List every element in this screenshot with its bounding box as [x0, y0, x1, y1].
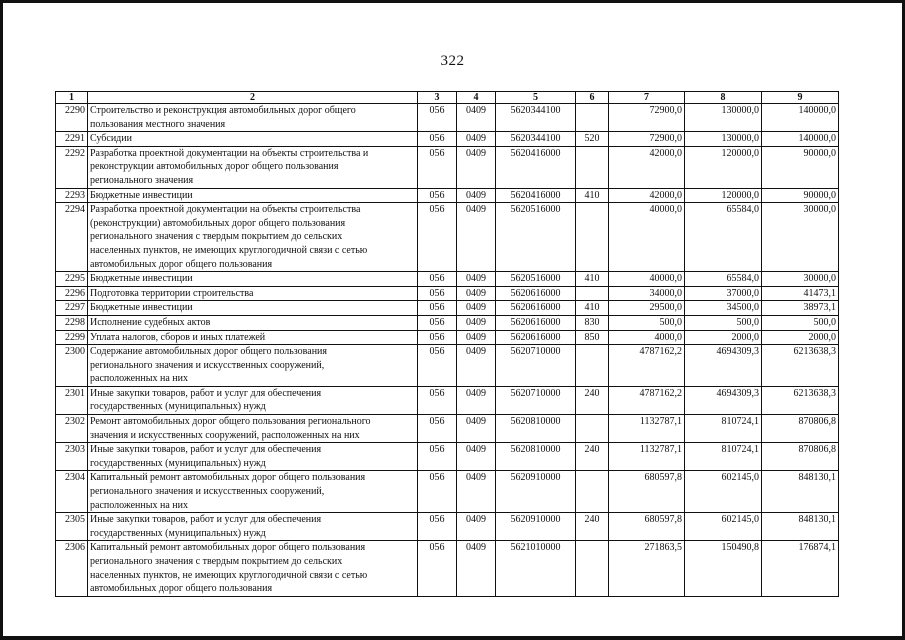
expense-type-code [576, 146, 609, 188]
row-number: 2302 [56, 415, 88, 443]
amount-col-8: 37000,0 [685, 286, 762, 301]
expense-type-code [576, 541, 609, 596]
row-name: Бюджетные инвестиции [88, 301, 418, 316]
section-code: 0409 [457, 132, 496, 147]
section-code: 0409 [457, 188, 496, 203]
amount-col-8: 34500,0 [685, 301, 762, 316]
target-article-code: 5620616000 [496, 286, 576, 301]
target-article-code: 5620516000 [496, 272, 576, 287]
ministry-code: 056 [418, 330, 457, 345]
section-code: 0409 [457, 541, 496, 596]
row-name: Иные закупки товаров, работ и услуг для обеспечения государственных (муниципальных) нужд [88, 443, 418, 471]
row-number: 2290 [56, 104, 88, 132]
amount-col-9: 6213638,3 [762, 386, 839, 414]
amount-col-8: 4694309,3 [685, 386, 762, 414]
page-frame-left [0, 0, 3, 640]
section-code: 0409 [457, 471, 496, 513]
amount-col-7: 4787162,2 [609, 345, 685, 387]
section-code: 0409 [457, 513, 496, 541]
amount-col-8: 120000,0 [685, 188, 762, 203]
expense-type-code: 850 [576, 330, 609, 345]
amount-col-9: 38973,1 [762, 301, 839, 316]
table-row [56, 188, 839, 203]
amount-col-8: 810724,1 [685, 443, 762, 471]
table-row [56, 315, 839, 330]
target-article-code: 5620416000 [496, 188, 576, 203]
expense-type-code [576, 203, 609, 272]
ministry-code: 056 [418, 272, 457, 287]
column-header: 1 [56, 92, 88, 104]
expense-type-code: 830 [576, 315, 609, 330]
amount-col-7: 72900,0 [609, 132, 685, 147]
target-article-code: 5620810000 [496, 415, 576, 443]
section-code: 0409 [457, 443, 496, 471]
row-number: 2293 [56, 188, 88, 203]
amount-col-7: 42000,0 [609, 188, 685, 203]
amount-col-9: 140000,0 [762, 104, 839, 132]
amount-col-9: 90000,0 [762, 146, 839, 188]
row-number: 2296 [56, 286, 88, 301]
ministry-code: 056 [418, 315, 457, 330]
table-row [56, 513, 839, 541]
row-number: 2306 [56, 541, 88, 596]
table-body [56, 104, 839, 597]
amount-col-8: 2000,0 [685, 330, 762, 345]
amount-col-7: 271863,5 [609, 541, 685, 596]
section-code: 0409 [457, 415, 496, 443]
amount-col-9: 6213638,3 [762, 345, 839, 387]
amount-col-8: 810724,1 [685, 415, 762, 443]
amount-col-8: 602145,0 [685, 513, 762, 541]
amount-col-7: 500,0 [609, 315, 685, 330]
expense-type-code [576, 104, 609, 132]
section-code: 0409 [457, 286, 496, 301]
amount-col-7: 34000,0 [609, 286, 685, 301]
column-header: 6 [576, 92, 609, 104]
ministry-code: 056 [418, 541, 457, 596]
amount-col-7: 1132787,1 [609, 415, 685, 443]
ministry-code: 056 [418, 443, 457, 471]
amount-col-7: 4000,0 [609, 330, 685, 345]
row-number: 2291 [56, 132, 88, 147]
table-row [56, 272, 839, 287]
row-number: 2300 [56, 345, 88, 387]
ministry-code: 056 [418, 188, 457, 203]
expense-type-code: 520 [576, 132, 609, 147]
row-name: Разработка проектной документации на объекты строительства (реконструкции) автомобильных дорог общего пользования регионального значения с твердым покрытием до сельских населенных пунктов, не имеющих круглогодичной связи с сетью автомобильных дорог общего пользования [88, 203, 418, 272]
amount-col-9: 848130,1 [762, 513, 839, 541]
target-article-code: 5621010000 [496, 541, 576, 596]
ministry-code: 056 [418, 386, 457, 414]
table-row [56, 301, 839, 316]
target-article-code: 5620344100 [496, 132, 576, 147]
ministry-code: 056 [418, 146, 457, 188]
section-code: 0409 [457, 386, 496, 414]
target-article-code: 5620416000 [496, 146, 576, 188]
target-article-code: 5620910000 [496, 471, 576, 513]
ministry-code: 056 [418, 203, 457, 272]
page-number: 322 [440, 53, 465, 69]
row-number: 2298 [56, 315, 88, 330]
column-header: 4 [457, 92, 496, 104]
table-row [56, 146, 839, 188]
row-number: 2292 [56, 146, 88, 188]
ministry-code: 056 [418, 345, 457, 387]
amount-col-7: 1132787,1 [609, 443, 685, 471]
amount-col-7: 680597,8 [609, 513, 685, 541]
expense-type-code: 410 [576, 272, 609, 287]
amount-col-7: 42000,0 [609, 146, 685, 188]
row-number: 2295 [56, 272, 88, 287]
amount-col-7: 40000,0 [609, 203, 685, 272]
amount-col-8: 500,0 [685, 315, 762, 330]
row-name: Исполнение судебных актов [88, 315, 418, 330]
row-name: Разработка проектной документации на объекты строительства и реконструкции автомобильных дорог общего пользования регионального значения [88, 146, 418, 188]
target-article-code: 5620516000 [496, 203, 576, 272]
table-row [56, 443, 839, 471]
table-row [56, 286, 839, 301]
amount-col-9: 90000,0 [762, 188, 839, 203]
amount-col-7: 72900,0 [609, 104, 685, 132]
ministry-code: 056 [418, 301, 457, 316]
table-row [56, 415, 839, 443]
row-number: 2303 [56, 443, 88, 471]
amount-col-8: 65584,0 [685, 203, 762, 272]
row-name: Содержание автомобильных дорог общего пользования регионального значения и искусственных сооружений, расположенных на них [88, 345, 418, 387]
amount-col-8: 130000,0 [685, 132, 762, 147]
target-article-code: 5620616000 [496, 301, 576, 316]
column-header: 7 [609, 92, 685, 104]
amount-col-9: 30000,0 [762, 272, 839, 287]
row-name: Бюджетные инвестиции [88, 272, 418, 287]
page-frame-bottom [0, 636, 905, 640]
target-article-code: 5620810000 [496, 443, 576, 471]
target-article-code: 5620616000 [496, 330, 576, 345]
page-frame-top [0, 0, 905, 3]
table-row [56, 541, 839, 596]
row-number: 2304 [56, 471, 88, 513]
expense-type-code [576, 345, 609, 387]
row-name: Уплата налогов, сборов и иных платежей [88, 330, 418, 345]
column-header: 3 [418, 92, 457, 104]
ministry-code: 056 [418, 471, 457, 513]
expense-type-code [576, 286, 609, 301]
ministry-code: 056 [418, 104, 457, 132]
column-header: 5 [496, 92, 576, 104]
section-code: 0409 [457, 272, 496, 287]
table-row [56, 330, 839, 345]
row-name: Иные закупки товаров, работ и услуг для обеспечения государственных (муниципальных) нужд [88, 513, 418, 541]
amount-col-9: 848130,1 [762, 471, 839, 513]
row-number: 2305 [56, 513, 88, 541]
expense-type-code [576, 471, 609, 513]
amount-col-7: 680597,8 [609, 471, 685, 513]
section-code: 0409 [457, 315, 496, 330]
amount-col-9: 2000,0 [762, 330, 839, 345]
row-name: Капитальный ремонт автомобильных дорог общего пользования регионального значения и искусственных сооружений, расположенных на них [88, 471, 418, 513]
ministry-code: 056 [418, 286, 457, 301]
row-number: 2297 [56, 301, 88, 316]
table-row [56, 345, 839, 387]
row-number: 2299 [56, 330, 88, 345]
expense-type-code: 410 [576, 301, 609, 316]
amount-col-7: 4787162,2 [609, 386, 685, 414]
row-name: Капитальный ремонт автомобильных дорог общего пользования регионального значения с твердым покрытием до сельских населенных пунктов, не имеющих круглогодичной связи с сетью автомобильных дорог общего пользования [88, 541, 418, 596]
amount-col-9: 176874,1 [762, 541, 839, 596]
ministry-code: 056 [418, 415, 457, 443]
target-article-code: 5620710000 [496, 345, 576, 387]
amount-col-9: 41473,1 [762, 286, 839, 301]
row-name: Ремонт автомобильных дорог общего пользования регионального значения и искусственных сооружений, расположенных на них [88, 415, 418, 443]
amount-col-9: 140000,0 [762, 132, 839, 147]
table-row [56, 386, 839, 414]
row-name: Подготовка территории строительства [88, 286, 418, 301]
amount-col-8: 4694309,3 [685, 345, 762, 387]
table-row [56, 132, 839, 147]
row-number: 2294 [56, 203, 88, 272]
target-article-code: 5620710000 [496, 386, 576, 414]
row-number: 2301 [56, 386, 88, 414]
section-code: 0409 [457, 203, 496, 272]
amount-col-9: 870806,8 [762, 443, 839, 471]
amount-col-9: 30000,0 [762, 203, 839, 272]
ministry-code: 056 [418, 513, 457, 541]
row-name: Иные закупки товаров, работ и услуг для обеспечения государственных (муниципальных) нужд [88, 386, 418, 414]
expense-type-code: 410 [576, 188, 609, 203]
budget-table [55, 91, 839, 597]
row-name: Строительство и реконструкция автомобильных дорог общего пользования местного значения [88, 104, 418, 132]
amount-col-8: 65584,0 [685, 272, 762, 287]
amount-col-8: 130000,0 [685, 104, 762, 132]
column-header: 9 [762, 92, 839, 104]
expense-type-code: 240 [576, 443, 609, 471]
table-row [56, 471, 839, 513]
table-row [56, 203, 839, 272]
target-article-code: 5620616000 [496, 315, 576, 330]
section-code: 0409 [457, 345, 496, 387]
amount-col-8: 150490,8 [685, 541, 762, 596]
column-header: 8 [685, 92, 762, 104]
row-name: Субсидии [88, 132, 418, 147]
expense-type-code: 240 [576, 386, 609, 414]
amount-col-7: 40000,0 [609, 272, 685, 287]
row-name: Бюджетные инвестиции [88, 188, 418, 203]
section-code: 0409 [457, 146, 496, 188]
section-code: 0409 [457, 104, 496, 132]
amount-col-8: 120000,0 [685, 146, 762, 188]
table-row [56, 104, 839, 132]
amount-col-9: 500,0 [762, 315, 839, 330]
section-code: 0409 [457, 301, 496, 316]
section-code: 0409 [457, 330, 496, 345]
expense-type-code: 240 [576, 513, 609, 541]
target-article-code: 5620910000 [496, 513, 576, 541]
table-header-row [56, 92, 839, 104]
amount-col-9: 870806,8 [762, 415, 839, 443]
column-header: 2 [88, 92, 418, 104]
amount-col-8: 602145,0 [685, 471, 762, 513]
ministry-code: 056 [418, 132, 457, 147]
target-article-code: 5620344100 [496, 104, 576, 132]
expense-type-code [576, 415, 609, 443]
amount-col-7: 29500,0 [609, 301, 685, 316]
